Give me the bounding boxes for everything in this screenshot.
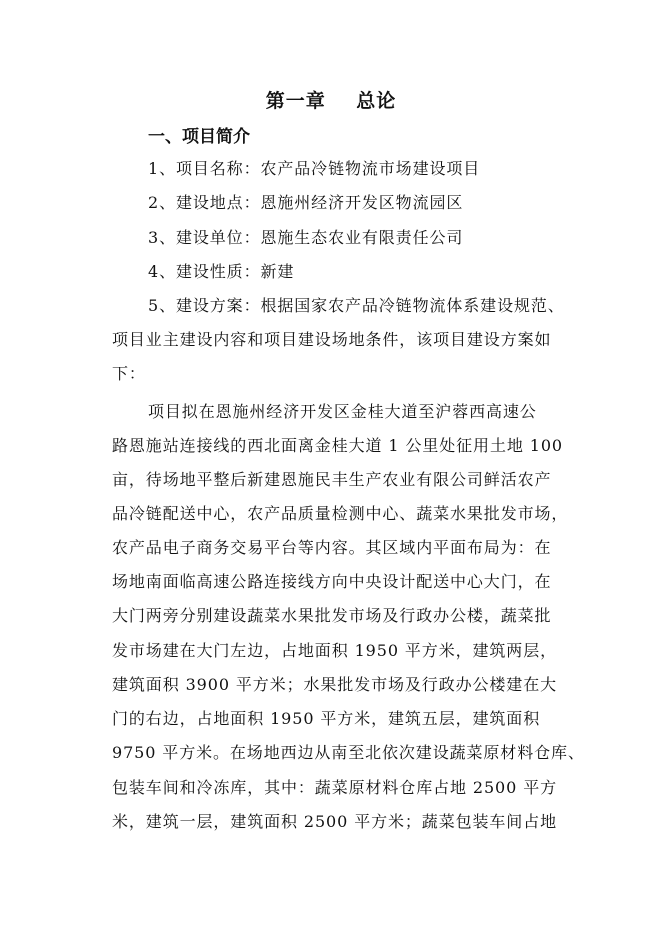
paragraph-line: 路恩施站连接线的西北面离金桂大道 1 公里处征用土地 100 [112, 436, 563, 455]
chapter-title: 第一章 总论 [265, 90, 397, 112]
paragraph-line: 场地南面临高速公路连接线方向中央设计配送中心大门，在 [112, 572, 552, 591]
item-builder: 3、建设单位：恩施生态农业有限责任公司 [148, 228, 464, 247]
item-plan-continued: 下： [112, 364, 146, 383]
paragraph-line: 大门两旁分别建设蔬菜水果批发市场及行政办公楼，蔬菜批 [112, 606, 552, 625]
paragraph-line: 发市场建在大门左边，占地面积 1950 平方米，建筑两层， [112, 641, 557, 660]
paragraph-line: 包装车间和冷冻库，其中：蔬菜原材料仓库占地 2500 平方 [112, 778, 557, 797]
item-project-name: 1、项目名称：农产品冷链物流市场建设项目 [148, 159, 481, 178]
paragraph-line: 9750 平方米。在场地西边从南至北依次建设蔬菜原材料仓库、 [112, 743, 585, 762]
item-location: 2、建设地点：恩施州经济开发区物流园区 [148, 193, 464, 212]
item-plan: 5、建设方案：根据国家农产品冷链物流体系建设规范、 [148, 296, 565, 315]
paragraph-line: 米，建筑一层，建筑面积 2500 平方米；蔬菜包装车间占地 [112, 812, 557, 831]
section-heading: 一、项目简介 [148, 127, 250, 147]
item-nature: 4、建设性质：新建 [148, 262, 295, 281]
paragraph-line: 农产品电子商务交易平台等内容。其区域内平面布局为：在 [112, 538, 552, 557]
paragraph-line: 建筑面积 3900 平方米；水果批发市场及行政办公楼建在大 [112, 675, 557, 694]
paragraph-line: 门的右边，占地面积 1950 平方米，建筑五层，建筑面积 [112, 709, 541, 728]
paragraph-line: 品冷链配送中心，农产品质量检测中心、蔬菜水果批发市场， [112, 504, 569, 523]
item-plan-continued: 项目业主建设内容和项目建设场地条件，该项目建设方案如 [112, 330, 552, 349]
paragraph-line: 项目拟在恩施州经济开发区金桂大道至沪蓉西高速公 [148, 402, 537, 421]
paragraph-line: 亩，待场地平整后新建恩施民丰生产农业有限公司鲜活农产 [112, 470, 552, 489]
